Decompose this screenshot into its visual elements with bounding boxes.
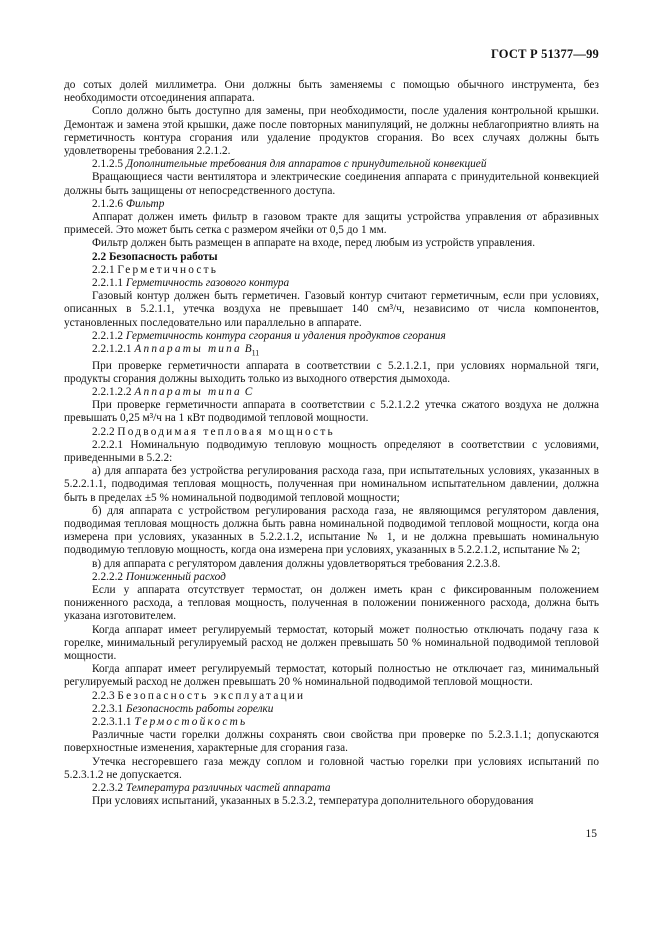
paragraph <box>64 465 599 505</box>
paragraph-text: Если у аппарата отсутствует термостат, он должен иметь кран с фиксированным положением пониженного расхода, а тепловая мощность, полученная в положении пониженного расхода, должна быть указана изготовителем. <box>64 583 599 623</box>
heading-text: 2.2 Безопасность работы <box>92 250 218 263</box>
paragraph-text: Фильтр должен быть размещен в аппарате на входе, перед любым из устройств управления. <box>92 237 536 250</box>
paragraph-text: Различные части горелки должны сохранять свои свойства при проверке по 5.2.3.1.1; допускаются поверхностные изменения, характерные для сгорания газа. <box>64 729 599 755</box>
section-title: Пониженный расход <box>125 570 226 583</box>
paragraph <box>64 360 599 386</box>
document-header: ГОСТ Р 51377—99 <box>490 47 599 61</box>
section-title: Термостойкость <box>134 716 248 728</box>
section-title: Герметичность <box>117 263 219 276</box>
section-number: 2.2.1.2 <box>92 329 124 342</box>
section-title: Дополнительные требования для аппаратов с принудительной конвекцией <box>125 158 487 171</box>
paragraph <box>64 105 599 158</box>
paragraph <box>64 171 599 197</box>
paragraph-text: Когда аппарат имеет регулируемый термостат, который может полностью отключать подачу газа к горелке, минимальный регулируемый расход не должен превышать 50 % номинальной подводимой тепловой мощности. <box>64 623 599 662</box>
section-number: 2.2.1.1 <box>92 277 124 290</box>
paragraph-text: в) для аппарата с регулятором давления должны удовлетворяться требования 2.2.3.8. <box>92 557 501 570</box>
paragraph-text: Газовый контур должен быть герметичен. Газовый контур считают герметичным, если при условиях, описанных в 5.2.1.1, утечка воздуха не превышает 140 см³/ч, независимо от числа компонентов, установленных последовательно или параллельно в аппарате. <box>64 290 599 329</box>
section-heading <box>64 716 599 729</box>
section-number: 2.2.1 <box>92 263 115 276</box>
section-title: Подводимая тепловая мощность <box>117 425 335 438</box>
section-heading <box>64 571 599 584</box>
paragraph-text: Аппарат должен иметь фильтр в газовом тракте для защиты устройства управления от абразивных примесей. Это может быть сетка с размером ячейки от 0,5 до 1 мм. <box>64 211 599 237</box>
section-heading <box>64 782 599 795</box>
section-number: 2.2.3.1 <box>92 702 124 715</box>
paragraph-text: Сопло должно быть доступно для замены, при необходимости, после удаления контрольной крышки. Демонтаж и замена этой крышки, даже после повторных манипуляций, не должны неблагоприятно влиять на герметичность контура сгорания или удаление продуктов сгорания. Во всех случаях должны быть удовлетворены требования 2.2.1.2. <box>64 105 599 158</box>
type-subscript: 11 <box>251 348 260 358</box>
paragraph-text: При проверке герметичности аппарата в соответствии с 5.2.1.2.2 утечка сжатого воздуха не должна превышать 0,25 м³/ч на 1 кВт подводимой тепловой мощности. <box>64 399 599 425</box>
bold-heading <box>64 251 599 264</box>
paragraph <box>64 211 599 237</box>
paragraph-text: а) для аппарата без устройства регулирования расхода газа, при испытательных условиях, указанных в 5.2.2.1.1, подводимая тепловая мощность, полученная при номинальном испытательном давлении, должна быть в пределах ±5 % номинальной подводимой тепловой мощности; <box>64 465 599 504</box>
section-number: 2.2.3 <box>92 689 115 702</box>
paragraph <box>64 237 599 250</box>
section-number: 2.1.2.5 <box>92 158 124 171</box>
section-heading <box>64 690 599 703</box>
section-title: Фильтр <box>125 197 165 210</box>
paragraph <box>64 584 599 624</box>
section-title: Герметичность газового контура <box>125 277 290 290</box>
section-heading <box>64 426 599 439</box>
section-heading <box>64 330 599 343</box>
document-body <box>64 79 599 808</box>
paragraph-text: При условиях испытаний, указанных в 5.2.3.2, температура дополнительного оборудования <box>92 795 534 808</box>
section-title: Температура различных частей аппарата <box>125 782 331 795</box>
section-title: Безопасность работы горелки <box>125 702 274 715</box>
section-number: 2.2.3.2 <box>92 782 124 795</box>
section-heading <box>64 198 599 211</box>
section-heading <box>64 386 599 399</box>
paragraph-text: б) для аппарата с устройством регулирования расхода газа, не являющимся регулятором давления, подводимая тепловая мощность должна быть равна номинальной подводимой тепловой мощности, когда она измерена при условиях, указанных в 5.2.2.1.2, испытание № 1, и не должна превышать номинальную подводимую тепловую мощность, когда она измерена при условиях, указанных в 5.2.2.1.2, испытание № 2; <box>64 504 599 557</box>
paragraph <box>64 399 599 425</box>
section-number: 2.1.2.6 <box>92 197 124 210</box>
paragraph-text: Вращающиеся части вентилятора и электрические соединения аппарата с принудительной конвекцией должны быть защищены от непосредственного доступа. <box>64 171 599 197</box>
section-number: 2.2.3.1.1 <box>92 716 132 728</box>
paragraph <box>64 79 599 105</box>
paragraph-text: При проверке герметичности аппарата в соответствии с 5.2.1.2.1, при условиях нормальной тяги, продукты сгорания должны выходить только из выходного отверстия дымохода. <box>64 359 599 385</box>
paragraph <box>64 439 599 465</box>
section-heading <box>64 343 599 359</box>
paragraph <box>64 290 599 330</box>
section-number: 2.2.2 <box>92 425 115 438</box>
paragraph <box>64 756 599 782</box>
section-number: 2.2.1.2.1 <box>92 343 132 356</box>
section-heading <box>64 277 599 290</box>
section-title: Безопасность эксплуатации <box>117 689 306 702</box>
section-title: Аппараты типа <box>134 343 242 356</box>
paragraph-text: 2.2.2.1 Номинальную подводимую тепловую мощность определяют в соответствии с условиями, приведенными в 5.2.2: <box>64 438 599 464</box>
section-number: 2.2.2.2 <box>92 570 124 583</box>
type-symbol: C <box>244 385 253 398</box>
paragraph-text: до сотых долей миллиметра. Они должны быть заменяемы с помощью обычного инструмента, без необходимости отсоединения аппарата. <box>64 79 599 105</box>
section-heading <box>64 703 599 716</box>
paragraph <box>64 729 599 755</box>
section-heading <box>64 264 599 277</box>
paragraph <box>64 558 599 571</box>
section-title: Герметичность контура сгорания и удаления продуктов сгорания <box>125 329 446 342</box>
section-number: 2.2.1.2.2 <box>92 385 132 398</box>
paragraph-text: Утечка несгоревшего газа между соплом и головной частью горелки при условиях испытаний по 5.2.3.1.2 не допускается. <box>64 755 599 781</box>
paragraph <box>64 663 599 689</box>
paragraph-text: Когда аппарат имеет регулируемый термостат, который полностью не отключает газ, минимальный регулируемый расход не должен превышать 20 % номинальной подводимой тепловой мощности. <box>64 663 599 689</box>
page-number: 15 <box>585 828 597 840</box>
type-symbol: B <box>244 343 252 356</box>
section-heading <box>64 158 599 171</box>
paragraph <box>64 795 599 808</box>
paragraph <box>64 505 599 558</box>
paragraph <box>64 624 599 664</box>
section-title: Аппараты типа <box>134 385 242 398</box>
